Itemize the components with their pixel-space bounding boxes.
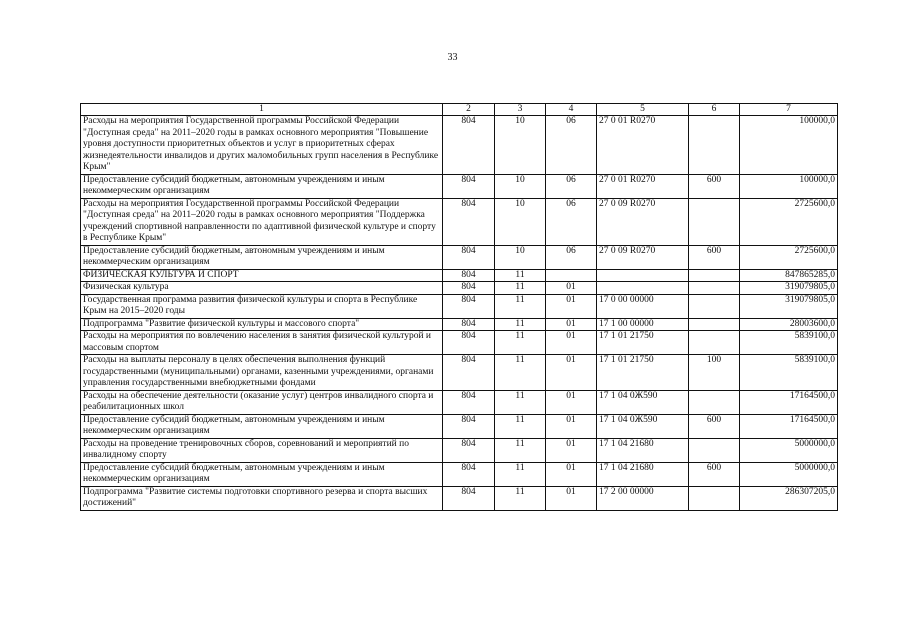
amount: 286307205,0 (740, 486, 838, 510)
section-code: 10 (495, 116, 546, 175)
expense-type-code: 600 (689, 245, 740, 269)
table-row (81, 245, 838, 269)
expense-type-code (689, 318, 740, 331)
expense-type-code (689, 198, 740, 245)
subsection-code: 01 (546, 414, 597, 438)
section-code: 11 (495, 269, 546, 282)
target-article-code: 17 1 01 21750 (597, 331, 689, 355)
subsection-code: 01 (546, 282, 597, 295)
subsection-code: 06 (546, 245, 597, 269)
section-code: 11 (495, 390, 546, 414)
item-description: Предоставление субсидий бюджетным, автономным учреждениям и иным некоммерческим организациям (81, 245, 443, 269)
table-row (81, 390, 838, 414)
item-description: Расходы на выплаты персоналу в целях обеспечения выполнения функций государственными (муниципальными) органами, казенными учреждениями, органами управления государственными внебюджетными фондами (81, 355, 443, 391)
item-description: Расходы на мероприятия Государственной программы Российской Федерации "Доступная среда" на 2011–2020 годы в рамках основного мероприятия "Повышение уровня доступности приоритетных объектов и услуг в приоритетных сферах жизнедеятельности инвалидов и других маломобильных групп населения в Республике Крым" (81, 116, 443, 175)
subsection-code: 01 (546, 331, 597, 355)
column-header: 3 (495, 104, 546, 116)
target-article-code (597, 282, 689, 295)
amount: 5000000,0 (740, 438, 838, 462)
page-number: 33 (447, 52, 458, 63)
table-row (81, 198, 838, 245)
table-row (81, 116, 838, 175)
target-article-code (597, 269, 689, 282)
item-description: Подпрограмма "Развитие физической культуры и массового спорта" (81, 318, 443, 331)
target-article-code: 17 1 04 21680 (597, 462, 689, 486)
target-article-code: 27 0 01 R0270 (597, 116, 689, 175)
amount: 100000,0 (740, 116, 838, 175)
item-description: Предоставление субсидий бюджетным, автономным учреждениям и иным некоммерческим организациям (81, 462, 443, 486)
table-row (81, 438, 838, 462)
expense-type-code: 600 (689, 414, 740, 438)
table-row (81, 414, 838, 438)
table-row (81, 294, 838, 318)
subsection-code: 01 (546, 438, 597, 462)
amount: 17164500,0 (740, 390, 838, 414)
column-header: 6 (689, 104, 740, 116)
subsection-code: 01 (546, 318, 597, 331)
ministry-code: 804 (443, 438, 495, 462)
section-code: 11 (495, 486, 546, 510)
section-code: 10 (495, 245, 546, 269)
item-description: Предоставление субсидий бюджетным, автономным учреждениям и иным некоммерческим организациям (81, 414, 443, 438)
subsection-code: 06 (546, 174, 597, 198)
expense-type-code: 600 (689, 462, 740, 486)
target-article-code: 27 0 01 R0270 (597, 174, 689, 198)
column-header: 1 (81, 104, 443, 116)
expense-type-code (689, 294, 740, 318)
subsection-code: 01 (546, 486, 597, 510)
ministry-code: 804 (443, 414, 495, 438)
expense-type-code (689, 269, 740, 282)
section-code: 10 (495, 198, 546, 245)
column-header: 4 (546, 104, 597, 116)
target-article-code: 17 1 04 21680 (597, 438, 689, 462)
target-article-code: 17 1 04 0Ж590 (597, 390, 689, 414)
item-description: Расходы на мероприятия Государственной программы Российской Федерации "Доступная среда" на 2011–2020 годы в рамках основного мероприятия "Поддержка учреждений спортивной направленности по адаптивной физической культуре и спорту в Республике Крым" (81, 198, 443, 245)
table-row (81, 331, 838, 355)
expense-type-code: 100 (689, 355, 740, 391)
ministry-code: 804 (443, 355, 495, 391)
ministry-code: 804 (443, 282, 495, 295)
amount: 847865285,0 (740, 269, 838, 282)
expense-type-code (689, 486, 740, 510)
item-description: Государственная программа развития физической культуры и спорта в Республике Крым на 2015–2020 годы (81, 294, 443, 318)
section-code: 11 (495, 462, 546, 486)
item-description: Расходы на обеспечение деятельности (оказание услуг) центров инвалидного спорта и реабилитационных школ (81, 390, 443, 414)
ministry-code: 804 (443, 116, 495, 175)
section-code: 11 (495, 294, 546, 318)
table-header-row (81, 104, 838, 116)
expense-type-code (689, 390, 740, 414)
item-description: Предоставление субсидий бюджетным, автономным учреждениям и иным некоммерческим организациям (81, 174, 443, 198)
ministry-code: 804 (443, 331, 495, 355)
ministry-code: 804 (443, 198, 495, 245)
amount: 5839100,0 (740, 331, 838, 355)
section-code: 11 (495, 331, 546, 355)
table-row (81, 486, 838, 510)
amount: 28003600,0 (740, 318, 838, 331)
target-article-code: 17 1 01 21750 (597, 355, 689, 391)
amount: 2725600,0 (740, 245, 838, 269)
column-header: 7 (740, 104, 838, 116)
ministry-code: 804 (443, 294, 495, 318)
section-code: 11 (495, 438, 546, 462)
table-row (81, 174, 838, 198)
amount: 319079805,0 (740, 294, 838, 318)
section-code: 11 (495, 355, 546, 391)
ministry-code: 804 (443, 486, 495, 510)
table-row (81, 282, 838, 295)
amount: 17164500,0 (740, 414, 838, 438)
budget-table (80, 103, 838, 511)
item-description: Расходы на мероприятия по вовлечению населения в занятия физической культурой и массовым спортом (81, 331, 443, 355)
amount: 319079805,0 (740, 282, 838, 295)
amount: 5839100,0 (740, 355, 838, 391)
subsection-code: 01 (546, 355, 597, 391)
subsection-code: 01 (546, 462, 597, 486)
section-code: 11 (495, 414, 546, 438)
column-header: 5 (597, 104, 689, 116)
expense-type-code (689, 438, 740, 462)
subsection-code: 01 (546, 390, 597, 414)
amount: 100000,0 (740, 174, 838, 198)
table-row (81, 462, 838, 486)
ministry-code: 804 (443, 269, 495, 282)
item-description: Расходы на проведение тренировочных сборов, соревнований и мероприятий по инвалидному спорту (81, 438, 443, 462)
target-article-code: 17 2 00 00000 (597, 486, 689, 510)
expense-type-code (689, 331, 740, 355)
item-description: Подпрограмма "Развитие системы подготовки спортивного резерва и спорта высших достижений" (81, 486, 443, 510)
item-description: ФИЗИЧЕСКАЯ КУЛЬТУРА И СПОРТ (81, 269, 443, 282)
table-row (81, 355, 838, 391)
amount: 2725600,0 (740, 198, 838, 245)
ministry-code: 804 (443, 390, 495, 414)
ministry-code: 804 (443, 174, 495, 198)
target-article-code: 27 0 09 R0270 (597, 198, 689, 245)
subsection-code: 06 (546, 198, 597, 245)
amount: 5000000,0 (740, 462, 838, 486)
ministry-code: 804 (443, 245, 495, 269)
expense-type-code (689, 116, 740, 175)
ministry-code: 804 (443, 462, 495, 486)
subsection-code (546, 269, 597, 282)
item-description: Физическая культура (81, 282, 443, 295)
target-article-code: 17 1 00 00000 (597, 318, 689, 331)
subsection-code: 01 (546, 294, 597, 318)
subsection-code: 06 (546, 116, 597, 175)
table-row (81, 269, 838, 282)
target-article-code: 27 0 09 R0270 (597, 245, 689, 269)
expense-type-code: 600 (689, 174, 740, 198)
column-header: 2 (443, 104, 495, 116)
table-row (81, 318, 838, 331)
section-code: 11 (495, 282, 546, 295)
section-code: 11 (495, 318, 546, 331)
target-article-code: 17 0 00 00000 (597, 294, 689, 318)
expense-type-code (689, 282, 740, 295)
target-article-code: 17 1 04 0Ж590 (597, 414, 689, 438)
section-code: 10 (495, 174, 546, 198)
ministry-code: 804 (443, 318, 495, 331)
